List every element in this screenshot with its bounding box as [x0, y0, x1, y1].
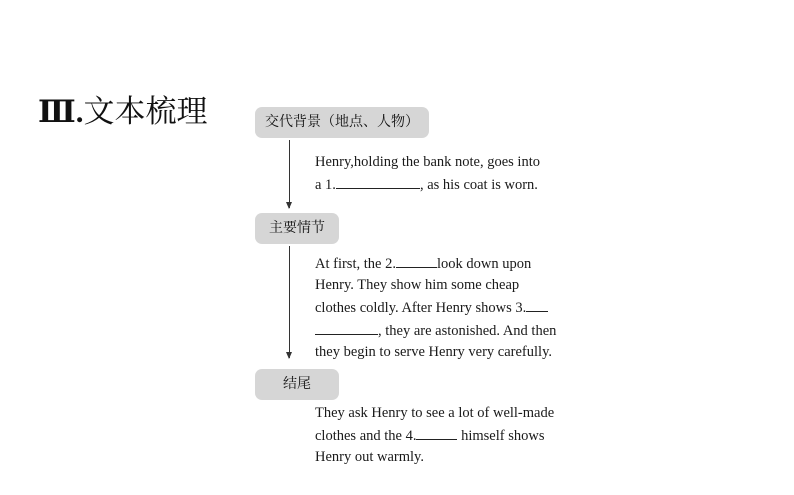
text-line: At first, the 2. look down upon [315, 252, 556, 275]
step-box-main-plot [255, 213, 339, 244]
step-label-main-plot: 主要情节 [269, 220, 325, 236]
text-line: Henry. They show him some cheap [315, 277, 520, 293]
blank-3b[interactable] [315, 319, 378, 335]
text-line: They ask Henry to see a lot of well-made [315, 405, 555, 421]
section-number: Ⅲ. [38, 94, 84, 129]
arrowhead-icon [286, 202, 292, 209]
text-line: they begin to serve Henry very carefully. [315, 344, 553, 360]
blank-4[interactable] [416, 424, 457, 440]
section-heading [38, 92, 208, 132]
text-line: Henry,holding the bank note, goes into [315, 154, 540, 170]
arrowhead-icon [286, 352, 292, 359]
blank-2[interactable] [396, 252, 437, 268]
step-box-background [255, 107, 429, 138]
paragraph-background [315, 152, 540, 196]
text-line: clothes and the 4. himself shows [315, 424, 554, 447]
text-line: Henry out warmly. [315, 449, 424, 465]
step-label-ending: 结尾 [283, 376, 311, 392]
text-line: a 1. , as his coat is worn. [315, 173, 540, 196]
text-line: clothes coldly. After Henry shows 3. [315, 296, 556, 319]
text-line: , they are astonished. And then [315, 319, 556, 342]
paragraph-main-plot [315, 252, 556, 363]
blank-1[interactable] [336, 173, 420, 189]
arrow-down-1 [289, 140, 290, 208]
blank-3a[interactable] [526, 296, 548, 312]
section-title: 文本梳理 [83, 94, 208, 129]
step-label-background: 交代背景（地点、人物） [265, 114, 419, 130]
paragraph-ending [315, 403, 554, 468]
arrow-down-2 [289, 246, 290, 358]
step-box-ending [255, 369, 339, 400]
